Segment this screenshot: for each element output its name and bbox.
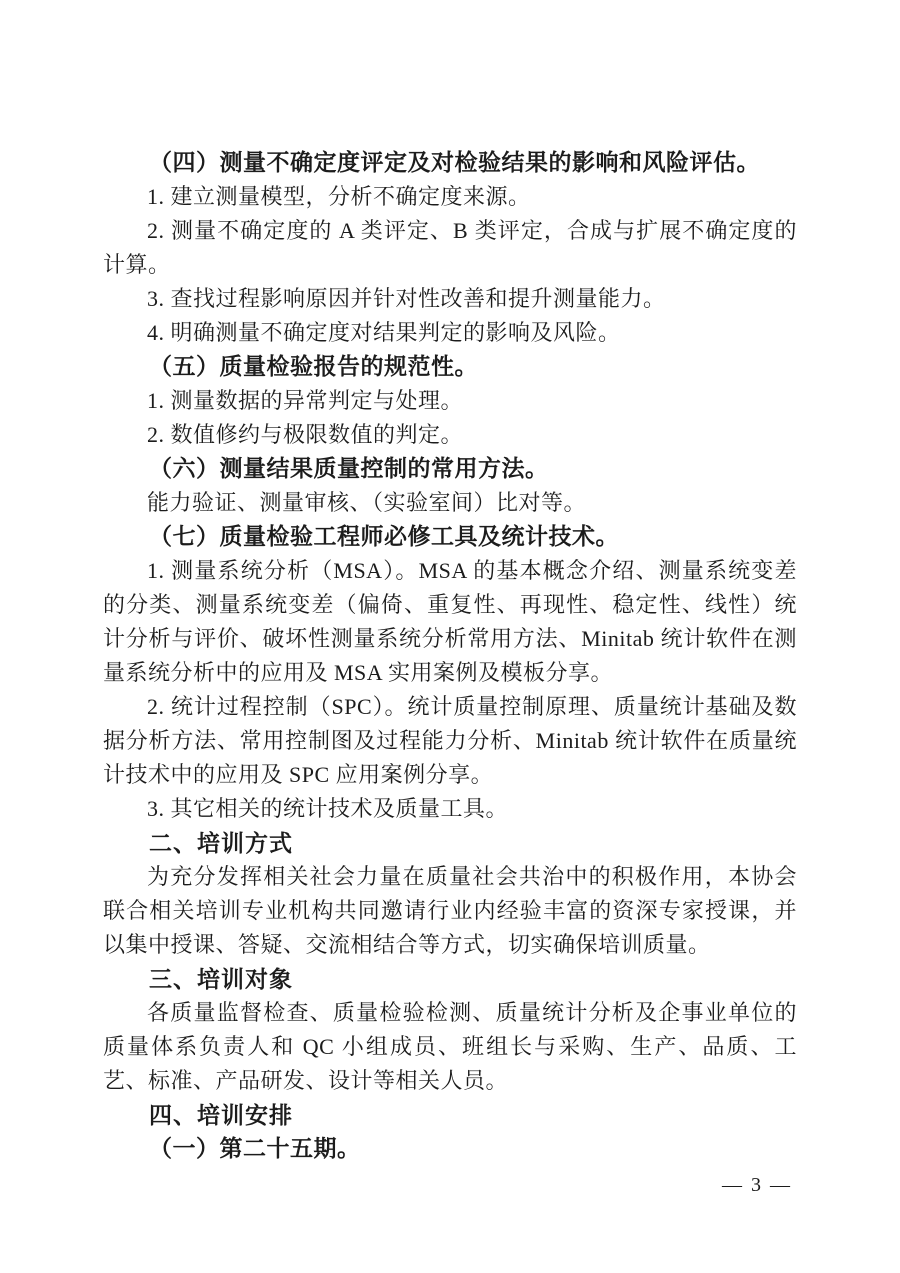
section-heading: （一）第二十五期。 <box>149 1136 361 1161</box>
section-heading: 二、培训方式 <box>149 830 293 856</box>
document-body <box>103 146 797 1166</box>
paragraph: 2. 数值修约与极限数值的判定。 <box>147 422 464 447</box>
paragraph: 3. 其它相关的统计技术及质量工具。 <box>147 796 509 821</box>
section-heading: （六）测量结果质量控制的常用方法。 <box>149 456 549 481</box>
paragraph: 3. 查找过程影响原因并针对性改善和提升测量能力。 <box>147 286 666 311</box>
paragraph: 1. 测量系统分析（MSA）。MSA 的基本概念介绍、测量系统变差的分类、测量系统变差（偏倚、重复性、再现性、稳定性、线性）统计分析与评价、破坏性测量系统分析常用方法、Minitab 统计软件在测量系统分析中的应用及 MSA 实用案例及模板分享。 <box>103 558 797 685</box>
section-heading: 四、培训安排 <box>149 1102 293 1128</box>
section-heading: （四）测量不确定度评定及对检验结果的影响和风险评估。 <box>149 150 760 175</box>
paragraph: 2. 统计过程控制（SPC）。统计质量控制原理、质量统计基础及数据分析方法、常用控制图及过程能力分析、Minitab 统计软件在质量统计技术中的应用及 SPC 应用案例分享。 <box>103 694 797 787</box>
section-heading: （七）质量检验工程师必修工具及统计技术。 <box>149 524 619 549</box>
paragraph: 为充分发挥相关社会力量在质量社会共治中的积极作用，本协会联合相关培训专业机构共同邀请行业内经验丰富的资深专家授课，并以集中授课、答疑、交流相结合等方式，切实确保培训质量。 <box>103 864 797 957</box>
page-number: — 3 — <box>722 1174 792 1196</box>
section-heading: 三、培训对象 <box>149 966 293 992</box>
paragraph: 1. 建立测量模型，分析不确定度来源。 <box>147 184 531 209</box>
paragraph: 各质量监督检查、质量检验检测、质量统计分析及企事业单位的质量体系负责人和 QC 小组成员、班组长与采购、生产、品质、工艺、标准、产品研发、设计等相关人员。 <box>103 1000 797 1093</box>
section-heading: （五）质量检验报告的规范性。 <box>149 354 478 379</box>
paragraph: 1. 测量数据的异常判定与处理。 <box>147 388 464 413</box>
paragraph: 能力验证、测量审核、（实验室间）比对等。 <box>147 490 587 515</box>
paragraph: 2. 测量不确定度的 A 类评定、B 类评定，合成与扩展不确定度的计算。 <box>103 218 797 277</box>
paragraph: 4. 明确测量不确定度对结果判定的影响及风险。 <box>147 320 621 345</box>
